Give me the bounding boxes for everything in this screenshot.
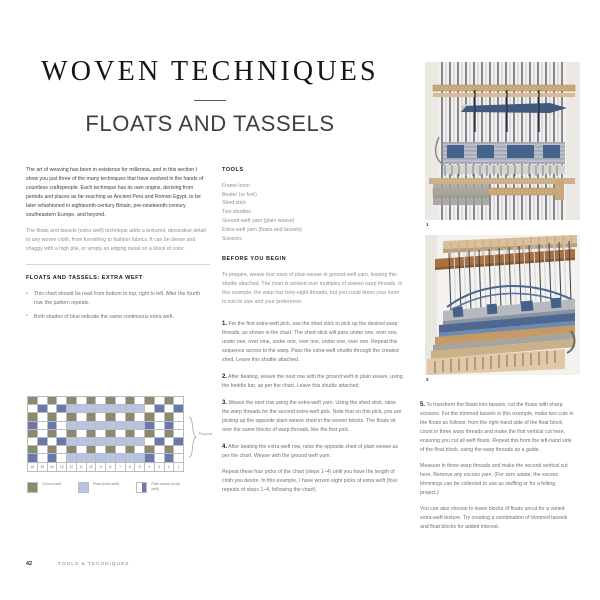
chart-cell [28, 430, 38, 438]
legend-item-float [78, 482, 119, 493]
chart-cell [155, 397, 165, 405]
chart-cell [145, 454, 155, 462]
step-text: After beating, weave the next row with the ground weft in plain weave, using the heddle bar, as per the chart. Leave this shuttle attached. [222, 373, 403, 389]
legend-swatch-float [78, 482, 89, 493]
chart-cell [77, 422, 87, 430]
chart-cell [38, 413, 48, 421]
chart-cell [57, 413, 67, 421]
chart-x-tick: 10 [87, 463, 97, 472]
legend-item-ground-weft [27, 482, 61, 493]
chart-cell [106, 454, 116, 462]
step-number: 2. [222, 373, 228, 380]
chart-cell [67, 454, 77, 462]
chart-cell [77, 438, 87, 446]
photo-caption-1: 1 [426, 222, 429, 227]
chart-x-tick: 14 [48, 463, 58, 472]
chart-cell [96, 405, 106, 413]
weaving-chart [27, 396, 213, 472]
chart-cell [116, 397, 126, 405]
footer-section-title: TOOLS & TECHNIQUES [58, 562, 130, 567]
right-paragraph-3: You can also choose to leave blocks of floats uncut for a varied extra-weft texture. Try creating a combination of trimmed tassels and float blocks for added interest. [420, 505, 568, 530]
chart-cell [106, 413, 116, 421]
chart-cell [57, 430, 67, 438]
step-text: After beating the extra-weft row, raise the opposite shed of plain weave as per the chart. Weave with the ground weft yarn. [222, 443, 399, 460]
chart-cell [126, 422, 136, 430]
chart-cell [135, 446, 145, 454]
chart-cell [165, 422, 175, 430]
chart-cell [165, 413, 175, 421]
chart-cell [165, 454, 175, 462]
right-paragraph-2: Measure in three warp threads and make the second vertical cut here. Remove any excess yarn. (For zero waste, the excess trimmings can be collected to use as stuffing or for a felting project.) [420, 463, 568, 496]
chart-cell [174, 430, 184, 438]
list-item: Frame loom [222, 182, 250, 189]
chart-cell [126, 430, 136, 438]
chart-cell [38, 430, 48, 438]
chart-cell [96, 454, 106, 462]
step-number: 5. [420, 402, 426, 408]
chart-x-tick: 16 [28, 463, 38, 472]
chart-x-tick: 1 [174, 463, 184, 472]
chart-grid [27, 396, 184, 463]
chart-cell [67, 422, 77, 430]
chart-cell [87, 438, 97, 446]
chart-cell [28, 446, 38, 454]
chart-cell [174, 422, 184, 430]
step-2 [222, 372, 404, 391]
chart-cell [145, 430, 155, 438]
chart-cell [126, 438, 136, 446]
chart-cell [106, 438, 116, 446]
chart-x-tick: 3 [155, 463, 165, 472]
chart-cell [67, 405, 77, 413]
chart-cell [174, 397, 184, 405]
list-item: • This chart should be read from bottom to top, right to left. After the fourth row, the pattern repeats. [26, 290, 210, 308]
legend-label: Ground weft [42, 482, 62, 486]
step-number: 4. [222, 443, 228, 450]
chart-cell [87, 446, 97, 454]
legend-item-plain-weave [136, 482, 185, 493]
chart-cell [38, 422, 48, 430]
chart-legend [27, 482, 185, 493]
section-divider [26, 264, 210, 265]
right-text-column [420, 400, 575, 539]
chart-cell [77, 454, 87, 462]
chart-cell [106, 446, 116, 454]
page-subtitle: FLOATS AND TASSELS [85, 111, 335, 136]
step-text: For the first extra-weft pick, use the shed stick to pick up the desired warp threads, as shown in the chart. The shed stick will pass under one, over one, under one, over nine, under one, over one, under one, over one. Repeat this sequence across to the warp. Pass the extra-weft shuttle through the created shed. Leave this shuttle attached. [222, 320, 399, 363]
chart-cell [126, 413, 136, 421]
page-title: WOVEN TECHNIQUES [41, 56, 379, 87]
chart-cell [155, 454, 165, 462]
chart-cell [28, 405, 38, 413]
chart-cell [155, 422, 165, 430]
chart-cell [135, 422, 145, 430]
chart-x-tick: 4 [145, 463, 155, 472]
chart-cell [48, 422, 58, 430]
chart-cell [135, 413, 145, 421]
chart-cell [96, 438, 106, 446]
chart-cell [57, 422, 67, 430]
chart-cell [57, 446, 67, 454]
legend-swatch-plain-weave [136, 482, 147, 493]
chart-cell [145, 438, 155, 446]
chart-cell [77, 446, 87, 454]
step-number: 1. [222, 320, 228, 327]
chart-section-heading: FLOATS AND TASSELS: EXTRA WEFT [26, 275, 143, 282]
chart-cell [165, 405, 175, 413]
step-text: Weave the next row using the extra-weft yarn. Using the shed stick, raise the warp threads for the second extra-weft pick. Note that on this pick, you are picking up the opposite plain weave shed in the woven blocks. The floats sit over the same blocks of warp threads, like the first pick. [222, 399, 402, 434]
chart-cell [87, 397, 97, 405]
chart-cell [116, 422, 126, 430]
step-5 [420, 400, 575, 455]
chart-cell [165, 430, 175, 438]
chart-x-tick: 12 [67, 463, 77, 472]
chart-cell [135, 438, 145, 446]
before-you-begin-text: To prepare, weave four rows of plain weave in ground-weft yarn, leaving this shuttle attached. The chart is worked over multiples of sixteen warp threads. In this example, the warp has forty-eight threads, but you could dress your loom to suit its size and your preference. [222, 271, 403, 305]
chart-cell [116, 430, 126, 438]
chart-cell [135, 397, 145, 405]
chart-cell [96, 430, 106, 438]
chart-cell [67, 413, 77, 421]
chart-cell [106, 397, 116, 405]
chart-cell [28, 454, 38, 462]
chart-cell [174, 413, 184, 421]
chart-cell [96, 422, 106, 430]
chart-cell [28, 438, 38, 446]
chart-cell [38, 438, 48, 446]
page-title-block [0, 58, 420, 135]
chart-cell [165, 397, 175, 405]
chart-cell [165, 438, 175, 446]
list-item: Scissors [222, 236, 242, 243]
legend-swatch-ground-weft [27, 482, 38, 493]
step-text: To transform the floats into tassels, cut the floats with sharp scissors. For the trimmed tassels in this example, make two cuts in the floats as follows: from the right-hand side of the float block, count in three warp threads and make the first vertical cut here, ensuring you cut all weft floats. Repeat this from the left-hand side of the float block, using the warp threads as a guide. [420, 402, 574, 454]
chart-cell [145, 413, 155, 421]
chart-cell [106, 422, 116, 430]
list-item: Ground-weft yarn (plain weave) [222, 218, 295, 225]
chart-cell [126, 454, 136, 462]
chart-x-tick: 5 [135, 463, 145, 472]
chart-cell [48, 405, 58, 413]
chart-cell [77, 413, 87, 421]
chart-cell [77, 405, 87, 413]
chart-cell [145, 405, 155, 413]
photo-loom-angled-view [425, 235, 580, 375]
chart-cell [48, 454, 58, 462]
legend-label: Plain weave (extra weft) [151, 482, 181, 492]
chart-cell [38, 405, 48, 413]
chart-cell [96, 413, 106, 421]
step-1 [222, 319, 404, 365]
chart-cell [96, 397, 106, 405]
chart-cell [67, 438, 77, 446]
chart-cell [87, 430, 97, 438]
swatch-half-blue [142, 483, 147, 492]
repeat-bracket-icon [187, 416, 209, 458]
before-you-begin-heading: BEFORE YOU BEGIN [222, 256, 287, 263]
chart-cell [28, 422, 38, 430]
chart-cell [67, 446, 77, 454]
chart-bullet-list [26, 290, 210, 322]
middle-text-column [222, 166, 404, 502]
chart-cell [38, 397, 48, 405]
chart-cell [155, 446, 165, 454]
step-4 [222, 442, 404, 461]
chart-cell [57, 397, 67, 405]
chart-x-tick: 8 [106, 463, 116, 472]
chart-cell [135, 454, 145, 462]
chart-cell [77, 430, 87, 438]
chart-cell [106, 405, 116, 413]
chart-cell [38, 454, 48, 462]
list-item: Extra-weft yarn (floats and tassels) [222, 227, 302, 234]
chart-cell [48, 430, 58, 438]
chart-cell [145, 422, 155, 430]
chart-cell [87, 422, 97, 430]
step-3 [222, 398, 404, 435]
chart-x-tick: 11 [77, 463, 87, 472]
page-footer [26, 561, 129, 567]
tools-heading: TOOLS [222, 167, 244, 173]
chart-cell [116, 438, 126, 446]
chart-cell [126, 446, 136, 454]
chart-x-tick: 15 [38, 463, 48, 472]
chart-cell [126, 405, 136, 413]
list-item: Shed stick [222, 200, 246, 207]
chart-x-tick: 13 [57, 463, 67, 472]
photo-frame-loom-with-shuttle [425, 62, 580, 220]
chart-cell [48, 438, 58, 446]
chart-cell [106, 430, 116, 438]
intro-paragraph-1: The art of weaving has been in existence for millennia, and in this section I show you just three of the many techniques that have evolved in the hands of countless craftspeople. Each technique has its own origins, deriving from periods and places as far-reaching as Ancient Peru and Roman Egypt, to be later refashioned in eighteenth-century Britain, pre-nineteenth-century southeastern Europe, and beyond. [26, 167, 204, 218]
chart-cell [116, 454, 126, 462]
chart-cell [57, 438, 67, 446]
chart-cell [155, 405, 165, 413]
chart-cell [96, 446, 106, 454]
chart-x-tick: 2 [165, 463, 175, 472]
list-item: Two shuttles [222, 209, 251, 216]
chart-cell [174, 454, 184, 462]
chart-x-tick: 6 [126, 463, 136, 472]
left-text-column [26, 166, 210, 327]
chart-cell [67, 397, 77, 405]
tools-list [222, 182, 404, 245]
chart-cell [155, 413, 165, 421]
chart-cell [77, 397, 87, 405]
chart-x-tick: 7 [116, 463, 126, 472]
chart-cell [57, 454, 67, 462]
repeat-label: Repeat [199, 432, 213, 436]
chart-cell [48, 397, 58, 405]
chart-cell [145, 397, 155, 405]
chart-cell [38, 446, 48, 454]
page-number: 42 [26, 561, 32, 567]
chart-cell [87, 405, 97, 413]
intro-paragraph-2: The floats and tassels (extra weft) technique adds a textured, decorative detail to any woven cloth, from furnishing to fashion fabrics. It can be dense and shaggy with a high pile, or simply an edging detail on a block of color. [26, 227, 206, 252]
chart-cell [165, 446, 175, 454]
step-number: 3. [222, 399, 228, 406]
chart-cell [28, 397, 38, 405]
chart-cell [28, 413, 38, 421]
chart-cell [174, 446, 184, 454]
chart-x-tick: 9 [96, 463, 106, 472]
chart-cell [48, 413, 58, 421]
chart-cell [155, 430, 165, 438]
legend-label: Float (extra weft) [93, 482, 120, 486]
chart-cell [135, 430, 145, 438]
title-divider [194, 100, 226, 101]
chart-cell [135, 405, 145, 413]
chart-cell [48, 446, 58, 454]
chart-cell [116, 405, 126, 413]
chart-cell [145, 446, 155, 454]
steps-note: Repeat these four picks of the chart (steps 1–4) until you have the length of cloth you desire. In this example, I have woven eight picks of extra weft (four repeats of steps 1–4, following the chart). [222, 469, 398, 494]
chart-cell [57, 405, 67, 413]
chart-cell [155, 438, 165, 446]
chart-cell [174, 405, 184, 413]
list-item: • Both shades of blue indicate the same continuous extra weft. [26, 313, 210, 322]
chart-cell [126, 397, 136, 405]
chart-x-axis [27, 463, 184, 472]
photo-caption-2: 3 [426, 377, 429, 382]
chart-cell [116, 413, 126, 421]
chart-cell [67, 430, 77, 438]
chart-cell [116, 446, 126, 454]
chart-cell [87, 413, 97, 421]
list-item: Beater (or fork) [222, 191, 257, 198]
chart-cell [174, 438, 184, 446]
chart-cell [87, 454, 97, 462]
